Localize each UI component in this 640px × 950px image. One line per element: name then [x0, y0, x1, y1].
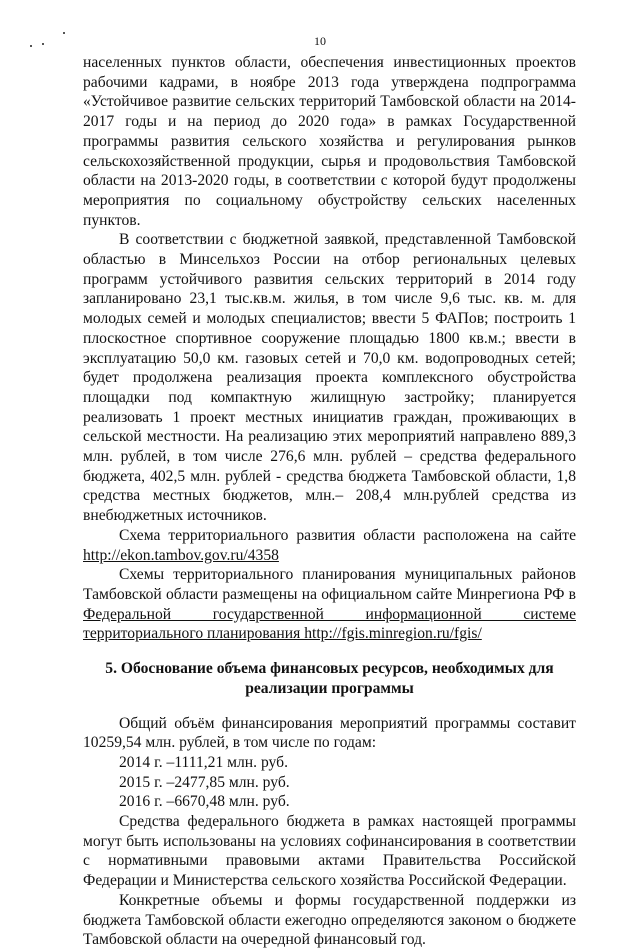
- paragraph: населенных пунктов области, обеспечения инвестиционных проектов рабочими кадрами, в ноябре 2013 года утверждена подпрограмма «Устойчивое развитие сельских территорий Тамбовской области на 2014-2017 годы и на период до 2020 года» в рамках Государственной программы развития сельского хозяйства и регулирования рынков сельскохозяйственной продукции, сырья и продовольствия Тамбовской области на 2013-2020 годы, в соответствии с которой будут продолжены мероприятия по социальному обустройству сельских населенных пунктов.: [83, 54, 576, 229]
- scheme-area-text: Схема территориального развития области расположена на сайте: [119, 526, 576, 544]
- spacer: [83, 644, 576, 659]
- paragraph: Средства федерального бюджета в рамках настоящей программы могут быть использованы на условиях софинансирования в соответствии с нормативными правовыми актами Правительства Российской Федерации и Министерства сельского хозяйства Российской Федерации.: [83, 813, 576, 890]
- document-body: [83, 53, 576, 950]
- funding-intro: Общий объём финансирования мероприятий программы составит 10259,54 млн. рублей, в том числе по годам:: [83, 714, 576, 752]
- page-number: 10: [314, 34, 326, 48]
- spacer: [83, 699, 576, 714]
- paragraph-scheme-area: [83, 526, 576, 565]
- funding-year-item: 2016 г. –6670,48 млн. руб.: [119, 793, 290, 811]
- funding-year-item: 2014 г. –1111,21 млн. руб.: [119, 753, 288, 771]
- fgis-link[interactable]: Федеральной государственной информационной системе территориального планирования http://fgis.minregion.ru/fgis/: [83, 605, 576, 643]
- ekon-tambov-link[interactable]: http://ekon.tambov.gov.ru/4358: [83, 546, 279, 564]
- paragraph: В соответствии с бюджетной заявкой, представленной Тамбовской областью в Минсельхоз России на отбор региональных целевых программ устойчивого развития сельских территорий в 2014 году запланировано 23,1 тыс.кв.м. жилья, в том числе 9,6 тыс. кв. м. для молодых семей и молодых специалистов; ввести 5 ФАПов; построить 1 плоскостное спортивное сооружение площадью 1800 кв.м.; ввести в эксплуатацию 50,0 км. газовых сетей и 70,0 км. водопроводных сетей; будет продолжена реализация проекта комплексного обустройства площадки под компактную жилищную застройку; планируется реализовать 1 проект местных инициатив граждан, проживающих в сельской местности. На реализацию этих мероприятий направлено 889,3 млн. рублей, в том числе 276,6 млн. рублей – средства федерального бюджета, 402,5 млн. рублей - средства бюджета Тамбовской области, 1,8 средства местных бюджетов, млн.– 208,4 млн.рублей средства из внебюджетных источников.: [83, 231, 576, 525]
- scheme-districts-text: Схемы территориального планирования муниципальных районов Тамбовской области размещены на официальном сайте Минрегиона РФ в: [83, 566, 576, 603]
- paragraph: Конкретные объемы и формы государственной поддержки из бюджета Тамбовской области ежегодно определяются законом о бюджете Тамбовской области на очередной финансовый год.: [83, 891, 576, 949]
- section-heading: 5. Обоснование объема финансовых ресурсов, необходимых для реализации программы: [105, 660, 554, 697]
- paragraph-scheme-districts: [83, 565, 576, 644]
- funding-year-item: 2015 г. –2477,85 млн. руб.: [119, 773, 290, 791]
